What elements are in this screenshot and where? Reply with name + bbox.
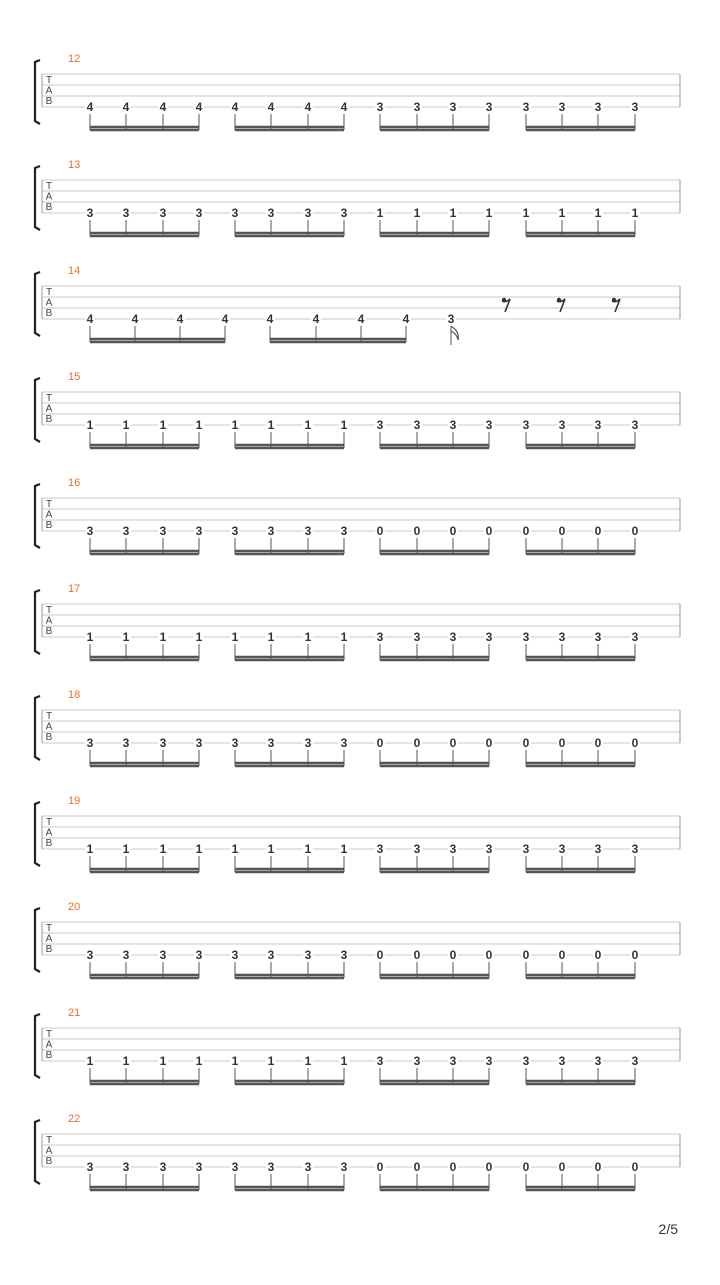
- fret-number: 1: [485, 206, 493, 220]
- fret-number: 3: [485, 842, 493, 856]
- fret-number: 1: [86, 630, 94, 644]
- fret-number: 3: [485, 630, 493, 644]
- fret-number: 3: [594, 100, 602, 114]
- fret-number: 3: [522, 630, 530, 644]
- fret-number: 1: [340, 1054, 348, 1068]
- fret-number: 3: [267, 948, 275, 962]
- fret-number: 3: [340, 1160, 348, 1174]
- fret-number: 4: [340, 100, 348, 114]
- fret-number: 3: [594, 418, 602, 432]
- page-number: 2/5: [658, 1221, 678, 1237]
- fret-number: 1: [631, 206, 639, 220]
- fret-number: 3: [159, 948, 167, 962]
- fret-number: 3: [267, 206, 275, 220]
- fret-number: 3: [159, 1160, 167, 1174]
- fret-number: 3: [304, 948, 312, 962]
- fret-number: 3: [122, 1160, 130, 1174]
- fret-number: 4: [267, 100, 275, 114]
- fret-number: 0: [413, 524, 421, 538]
- tab-clef-letter: A: [45, 933, 53, 945]
- fret-number: 0: [376, 1160, 384, 1174]
- fret-number: 4: [231, 100, 239, 114]
- fret-number: 0: [631, 1160, 639, 1174]
- fret-number: 1: [231, 842, 239, 856]
- tab-clef-letter: T: [45, 75, 53, 86]
- fret-number: 4: [122, 100, 130, 114]
- fret-number: 3: [558, 630, 566, 644]
- fret-number: 3: [376, 418, 384, 432]
- tab-system: [35, 901, 680, 978]
- fret-number: 0: [413, 948, 421, 962]
- fret-number: 1: [267, 418, 275, 432]
- fret-number: 3: [195, 524, 203, 538]
- fret-number: 0: [413, 736, 421, 750]
- fret-number: 1: [231, 418, 239, 432]
- tab-clef-letter: B: [45, 202, 53, 213]
- fret-number: 3: [376, 1054, 384, 1068]
- fret-number: 3: [340, 206, 348, 220]
- fret-number: 3: [558, 1054, 566, 1068]
- fret-number: 3: [159, 736, 167, 750]
- tab-system: [35, 795, 680, 872]
- measure-number: 17: [68, 583, 81, 595]
- fret-number: 3: [558, 418, 566, 432]
- tab-system: [35, 265, 680, 345]
- fret-number: 4: [86, 100, 94, 114]
- fret-number: 3: [195, 736, 203, 750]
- fret-number: 3: [376, 630, 384, 644]
- fret-number: 3: [522, 418, 530, 432]
- fret-number: 1: [86, 418, 94, 432]
- fret-number: 3: [122, 736, 130, 750]
- fret-number: 0: [594, 1160, 602, 1174]
- fret-number: 0: [449, 1160, 457, 1174]
- fret-number: 0: [376, 948, 384, 962]
- eighth-rest-stroke: [557, 299, 565, 312]
- fret-number: 1: [122, 842, 130, 856]
- fret-number: 3: [340, 736, 348, 750]
- tab-clef-letter: A: [45, 85, 53, 97]
- fret-number: 0: [558, 524, 566, 538]
- measure-number: 22: [68, 1113, 81, 1125]
- measure-number: 18: [68, 689, 81, 701]
- system-bracket: [35, 696, 40, 760]
- system-bracket: [35, 908, 40, 972]
- tab-system: [35, 689, 680, 766]
- fret-number: 3: [413, 842, 421, 856]
- tab-system: [35, 477, 680, 554]
- fret-number: 1: [159, 418, 167, 432]
- fret-number: 0: [485, 948, 493, 962]
- tab-system: [35, 1113, 680, 1190]
- tab-clef-letter: B: [45, 96, 53, 107]
- fret-number: 3: [122, 206, 130, 220]
- fret-number: 3: [594, 1054, 602, 1068]
- tab-clef-letter: T: [45, 393, 53, 404]
- fret-number: 3: [231, 948, 239, 962]
- fret-number: 1: [159, 1054, 167, 1068]
- fret-number: 0: [522, 736, 530, 750]
- tab-clef-letter: B: [45, 520, 53, 531]
- tab-system: [35, 159, 680, 236]
- eighth-rest-stroke: [502, 299, 510, 312]
- fret-number: 4: [131, 312, 139, 326]
- fret-number: 3: [231, 1160, 239, 1174]
- fret-number: 0: [631, 736, 639, 750]
- system-bracket: [35, 484, 40, 548]
- fret-number: 3: [122, 948, 130, 962]
- tab-clef-letter: T: [45, 499, 53, 510]
- note-flag: [451, 326, 458, 340]
- fret-number: 3: [159, 524, 167, 538]
- fret-number: 0: [558, 1160, 566, 1174]
- fret-number: 3: [195, 948, 203, 962]
- fret-number: 1: [195, 1054, 203, 1068]
- fret-number: 1: [522, 206, 530, 220]
- tab-clef-letter: B: [45, 1050, 53, 1061]
- tab-clef-letter: A: [45, 721, 53, 733]
- tab-system: [35, 371, 680, 448]
- fret-number: 3: [86, 948, 94, 962]
- fret-number: 3: [376, 842, 384, 856]
- measure-number: 20: [68, 901, 81, 913]
- fret-number: 0: [485, 1160, 493, 1174]
- tab-clef-letter: B: [45, 838, 53, 849]
- fret-number: 0: [522, 524, 530, 538]
- system-bracket: [35, 272, 40, 336]
- fret-number: 1: [267, 842, 275, 856]
- fret-number: 4: [402, 312, 410, 326]
- tab-clef-letter: A: [45, 1039, 53, 1051]
- fret-number: 1: [122, 630, 130, 644]
- fret-number: 0: [376, 736, 384, 750]
- tab-clef-letter: A: [45, 509, 53, 521]
- fret-number: 1: [594, 206, 602, 220]
- fret-number: 3: [522, 842, 530, 856]
- fret-number: 3: [449, 842, 457, 856]
- fret-number: 3: [631, 100, 639, 114]
- fret-number: 3: [122, 524, 130, 538]
- fret-number: 3: [376, 100, 384, 114]
- fret-number: 3: [594, 842, 602, 856]
- tab-clef-letter: B: [45, 944, 53, 955]
- fret-number: 0: [594, 524, 602, 538]
- fret-number: 1: [413, 206, 421, 220]
- fret-number: 1: [267, 630, 275, 644]
- tab-clef-letter: B: [45, 626, 53, 637]
- tab-clef-letter: T: [45, 287, 53, 298]
- fret-number: 3: [231, 736, 239, 750]
- fret-number: 3: [340, 524, 348, 538]
- fret-number: 3: [449, 100, 457, 114]
- system-bracket: [35, 1120, 40, 1184]
- fret-number: 3: [267, 524, 275, 538]
- fret-number: 0: [376, 524, 384, 538]
- fret-number: 3: [413, 630, 421, 644]
- tab-clef-letter: T: [45, 1135, 53, 1146]
- fret-number: 3: [558, 842, 566, 856]
- tab-system: [35, 1007, 680, 1084]
- fret-number: 3: [631, 630, 639, 644]
- tab-clef-letter: T: [45, 711, 53, 722]
- fret-number: 3: [558, 100, 566, 114]
- tab-clef-letter: T: [45, 923, 53, 934]
- fret-number: 3: [340, 948, 348, 962]
- fret-number: 3: [447, 312, 455, 326]
- fret-number: 1: [86, 1054, 94, 1068]
- system-bracket: [35, 1014, 40, 1078]
- fret-number: 1: [195, 630, 203, 644]
- system-bracket: [35, 378, 40, 442]
- measure-number: 19: [68, 795, 81, 807]
- fret-number: 3: [413, 418, 421, 432]
- fret-number: 0: [413, 1160, 421, 1174]
- fret-number: 1: [340, 630, 348, 644]
- fret-number: 4: [176, 312, 184, 326]
- system-bracket: [35, 60, 40, 124]
- fret-number: 1: [195, 418, 203, 432]
- eighth-rest-stroke: [612, 299, 620, 312]
- tab-clef-letter: A: [45, 191, 53, 203]
- fret-number: 0: [449, 524, 457, 538]
- fret-number: 0: [522, 1160, 530, 1174]
- tab-clef-letter: T: [45, 1029, 53, 1040]
- fret-number: 3: [631, 418, 639, 432]
- fret-number: 0: [631, 524, 639, 538]
- fret-number: 0: [485, 736, 493, 750]
- fret-number: 4: [86, 312, 94, 326]
- system-bracket: [35, 166, 40, 230]
- fret-number: 1: [122, 418, 130, 432]
- fret-number: 4: [266, 312, 274, 326]
- tab-clef-letter: B: [45, 1156, 53, 1167]
- system-bracket: [35, 590, 40, 654]
- fret-number: 1: [267, 1054, 275, 1068]
- fret-number: 3: [86, 1160, 94, 1174]
- fret-number: 0: [449, 736, 457, 750]
- fret-number: 1: [231, 630, 239, 644]
- fret-number: 3: [485, 1054, 493, 1068]
- fret-number: 4: [221, 312, 229, 326]
- fret-number: 1: [449, 206, 457, 220]
- fret-number: 0: [449, 948, 457, 962]
- measure-number: 12: [68, 53, 81, 65]
- fret-number: 1: [304, 418, 312, 432]
- tab-clef-letter: A: [45, 615, 53, 627]
- fret-number: 1: [159, 630, 167, 644]
- fret-number: 1: [376, 206, 384, 220]
- measure-number: 21: [68, 1007, 81, 1019]
- measure-number: 15: [68, 371, 81, 383]
- fret-number: 3: [304, 1160, 312, 1174]
- tab-clef-letter: B: [45, 308, 53, 319]
- fret-number: 1: [340, 842, 348, 856]
- tab-clef-letter: T: [45, 817, 53, 828]
- fret-number: 4: [357, 312, 365, 326]
- fret-number: 1: [304, 1054, 312, 1068]
- fret-number: 3: [195, 206, 203, 220]
- fret-number: 1: [304, 630, 312, 644]
- fret-number: 0: [594, 736, 602, 750]
- fret-number: 0: [485, 524, 493, 538]
- fret-number: 3: [413, 100, 421, 114]
- fret-number: 4: [195, 100, 203, 114]
- tab-clef-letter: A: [45, 403, 53, 415]
- fret-number: 1: [159, 842, 167, 856]
- fret-number: 3: [304, 206, 312, 220]
- fret-number: 0: [594, 948, 602, 962]
- fret-number: 1: [195, 842, 203, 856]
- fret-number: 1: [304, 842, 312, 856]
- fret-number: 0: [522, 948, 530, 962]
- fret-number: 3: [267, 736, 275, 750]
- tab-clef-letter: T: [45, 181, 53, 192]
- fret-number: 3: [231, 206, 239, 220]
- fret-number: 3: [485, 100, 493, 114]
- fret-number: 3: [304, 524, 312, 538]
- fret-number: 4: [304, 100, 312, 114]
- fret-number: 3: [267, 1160, 275, 1174]
- fret-number: 4: [159, 100, 167, 114]
- fret-number: 3: [449, 1054, 457, 1068]
- tab-clef-letter: B: [45, 414, 53, 425]
- fret-number: 1: [558, 206, 566, 220]
- tab-clef-letter: T: [45, 605, 53, 616]
- measure-number: 14: [68, 265, 81, 277]
- fret-number: 0: [631, 948, 639, 962]
- fret-number: 3: [195, 1160, 203, 1174]
- fret-number: 4: [312, 312, 320, 326]
- tab-clef-letter: A: [45, 297, 53, 309]
- tab-clef-letter: A: [45, 827, 53, 839]
- fret-number: 3: [86, 206, 94, 220]
- fret-number: 1: [231, 1054, 239, 1068]
- fret-number: 3: [631, 842, 639, 856]
- tab-clef-letter: B: [45, 732, 53, 743]
- fret-number: 3: [231, 524, 239, 538]
- fret-number: 3: [159, 206, 167, 220]
- fret-number: 3: [522, 100, 530, 114]
- fret-number: 1: [340, 418, 348, 432]
- fret-number: 3: [304, 736, 312, 750]
- tab-clef-letter: A: [45, 1145, 53, 1157]
- fret-number: 1: [86, 842, 94, 856]
- measure-number: 13: [68, 159, 81, 171]
- fret-number: 3: [413, 1054, 421, 1068]
- fret-number: 3: [86, 736, 94, 750]
- fret-number: 1: [122, 1054, 130, 1068]
- tab-system: [35, 53, 680, 130]
- fret-number: 3: [449, 418, 457, 432]
- fret-number: 3: [631, 1054, 639, 1068]
- system-bracket: [35, 802, 40, 866]
- fret-number: 3: [86, 524, 94, 538]
- tab-system: [35, 583, 680, 660]
- fret-number: 3: [485, 418, 493, 432]
- fret-number: 3: [449, 630, 457, 644]
- fret-number: 3: [594, 630, 602, 644]
- fret-number: 0: [558, 948, 566, 962]
- fret-number: 3: [522, 1054, 530, 1068]
- measure-number: 16: [68, 477, 81, 489]
- fret-number: 0: [558, 736, 566, 750]
